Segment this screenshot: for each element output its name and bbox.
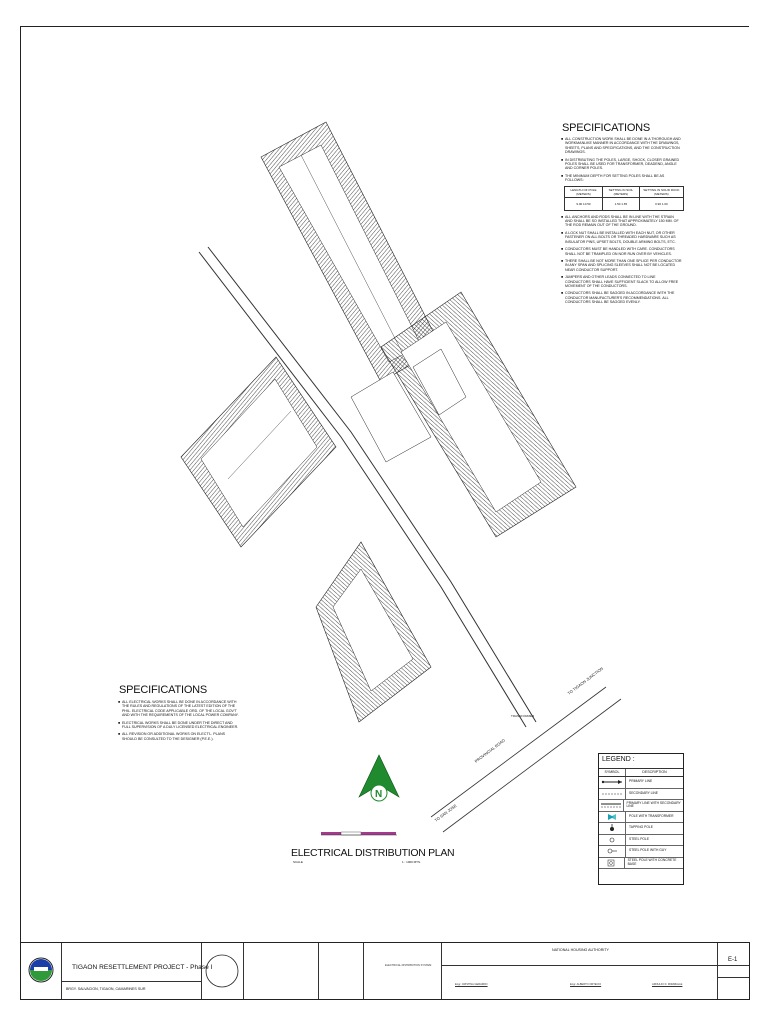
road-labels — [434, 666, 605, 823]
legend-row — [599, 800, 683, 812]
steel-pole-icon — [599, 835, 626, 846]
specification-item: ■ CONDUCTORS SHALL BE SAGGED IN ACCORDANCE WITH THE CONDUCTOR MANUFACTURER'S RECOMMENDATIONS. ALL CONDUCTORS SHALL BE SAGGED EVENLY. — [562, 291, 682, 304]
signatory-2: Engr. ALBERTO ORTECIO — [570, 983, 602, 986]
depth-table-header: LENGTH OF POLE (METERS) — [565, 186, 603, 197]
seal-icon — [201, 943, 243, 999]
steel-pole-base-icon — [599, 858, 625, 869]
divider-agency — [441, 965, 749, 966]
legend-row — [599, 846, 683, 858]
legend-label: SECONDARY LINE — [629, 790, 659, 795]
depth-table-cell: 0.90 1.00 — [639, 197, 683, 210]
sheet-title: ELECTRICAL DISTRIBUTION SYSTEM — [385, 964, 432, 967]
specification-item: ■ ALL REVISION OR ADDITIONAL WORKS ON ELECT'L. PLANS SHOULD BE CONSULTED TO THE DESIGNER (P.E.E.). — [119, 732, 239, 741]
specification-item: ■ THERE SHALL BE NOT MORE THAN ONE SPLICE PER CONDUCTOR IN ANY SPAN AND SPLICING SLEEVES SHALL NOT BE LOCATED NEAR CONDUCTOR SUPPORT. — [562, 259, 682, 272]
divider-sheet — [717, 977, 749, 978]
legend-label: TAPPING POLE — [629, 825, 653, 830]
specification-item: ■ ALL ELECTRICAL WORKS SHALL BE DONE IN ACCORDANCE WITH THE RULES AND REGULATIONS OF THE LATEST EDITION OF THE PHIL. ELECTRICAL CODE APPLICABLE ORD. OF THE LOCAL GOV'T AND WITH THE REQUIREMENTS OF THE LOCAL POWER COMPANY. — [119, 700, 239, 718]
legend-row — [599, 777, 683, 789]
project-name: TIGAON RESETTLEMENT PROJECT - Phase I — [72, 964, 213, 971]
specification-item: ■ ELECTRICAL WORKS SHALL BE DONE UNDER THE DIRECT AND FULL SUPERVISION OF A DULY LICENSED ELECTRICAL ENGINEER. — [119, 721, 239, 730]
transformer-pole-icon — [599, 812, 626, 823]
primary-secondary-line-icon — [599, 800, 624, 811]
legend-label: PRIMARY LINE WITH SECONDARY LINE — [626, 800, 681, 809]
depth-table-cell: 1.50 1.65 — [602, 197, 639, 210]
svg-text:PROVINCIAL ROAD: PROVINCIAL ROAD — [473, 737, 506, 764]
legend-row — [599, 823, 683, 835]
depth-table-header: SETTING IN SOLID ROCK (METERS) — [639, 186, 683, 197]
tapping-pole-icon — [599, 823, 626, 834]
block-south — [316, 542, 431, 722]
north-arrow — [359, 755, 399, 801]
block-west — [181, 357, 336, 547]
legend-row — [599, 835, 683, 847]
legend-label: STEEL POLE WITH CONCRETE BASE — [627, 858, 677, 866]
scale-bar — [321, 832, 397, 835]
specification-item: ■ IN DISTRIBUTING THE POLES, LARGE, SHOCK, CLOSER GRAINED POLES SHALL BE USED FOR TRANSFORMER, DEADEND, ANGLE AND CORNER POLES. — [562, 158, 682, 171]
sheet-number: E-1 — [728, 957, 738, 963]
specification-item: ■ CONDUCTORS MUST BE HANDLED WITH CARE. CONDUCTORS SHALL NOT BE TRAMPLED ON NOR RUN OVER BY VEHICLES. — [562, 247, 682, 256]
legend-header — [599, 768, 683, 777]
approval-cell — [243, 943, 319, 999]
secondary-line-icon — [599, 789, 626, 800]
specifications-title-right: SPECIFICATIONS — [562, 122, 651, 134]
specifications-list-left — [119, 700, 239, 744]
legend-label: STEEL POLE WITH GUY — [629, 848, 667, 853]
legend-rows — [599, 777, 683, 869]
divider-project — [61, 981, 201, 982]
specification-item: ■ THE MINIMUM DEPTH FOR SETTING POLES SHALL BE AS FOLLOWS: — [562, 174, 682, 183]
svg-text:TO SAN JOSE: TO SAN JOSE — [433, 802, 458, 823]
specification-item: ■ JUMPERS AND OTHER LEADS CONNECTED TO LINE CONDUCTORS SHALL HAVE SUFFICIENT SLACK TO ALLOW FREE MOVEMENT OF THE CONDUCTORS. — [562, 275, 682, 288]
legend-label: STEEL POLE — [629, 836, 650, 841]
legend-box — [598, 753, 684, 885]
legend-description-header: DESCRIPTION — [642, 770, 667, 774]
sheet-title-cell — [363, 943, 442, 999]
legend-label: POLE WITH TRANSFORMER — [629, 813, 674, 818]
plan-title: ELECTRICAL DISTRIBUTION PLAN — [291, 847, 455, 859]
logo-cell — [21, 943, 62, 999]
project-address: BRGY. SALVACION, TIGAON, CAMARINES SUR — [66, 987, 146, 991]
nha-logo-icon — [21, 943, 61, 999]
pole-depth-table — [564, 186, 684, 211]
review-cell — [318, 943, 364, 999]
scale-value: 1 : 1000 MTS. — [402, 860, 421, 864]
specification-item: ■ ALL CONSTRUCTION WORK SHALL BE DONE IN A THOROUGH AND WORKMANLIKE MANNER IN ACCORDANCE WITH THE DRAWINGS, SHEETS, PLANS AND SPECIFICATIONS, AND THE CONSTRUCTION DRAWINGS. — [562, 137, 682, 155]
specification-item: ■ ALL ANCHORS AND RODS SHALL BE IN LINE WITH THE STRAIN AND SHALL BE SO INSTALLED THAT APPROXIMATELY 150 MM. OF THE ROD REMAIN OUT OF THE GROUND. — [562, 215, 682, 228]
provincial-road — [431, 687, 621, 832]
legend-row — [599, 858, 683, 870]
legend-title: LEGEND : — [602, 756, 635, 763]
legend-symbol-header: SYMBOL — [599, 769, 626, 776]
title-block — [20, 942, 750, 1000]
svg-text:TRANSFORMER: TRANSFORMER — [511, 714, 535, 718]
stamp-cell — [201, 943, 244, 999]
legend-label: PRIMARY LINE — [629, 779, 653, 784]
specification-item: ■ A LOCK NUT SHALL BE INSTALLED WITH EACH NUT, OR OTHER FASTENER ON ALL BOLTS OR THREADED HARDWARE SUCH AS INSULATOR PINS, UPSET BOLTS, DOUBLE ARMING BOLTS, ETC. — [562, 231, 682, 244]
steel-pole-guy-icon — [599, 846, 626, 857]
svg-text:N: N — [375, 789, 383, 800]
signatory-1: Engr. CRISTINA GERARDO — [455, 983, 488, 986]
signatory-3: ARNULFO F. MIRABALLE — [652, 983, 683, 986]
depth-table-cell: 9.00 10.50 — [565, 197, 603, 210]
specifications-title-left: SPECIFICATIONS — [119, 684, 208, 696]
specifications-list-right — [562, 137, 682, 308]
svg-text:TO TIGAON JUNCTION: TO TIGAON JUNCTION — [566, 665, 605, 696]
legend-row — [599, 812, 683, 824]
scale-label: SCALE — [293, 860, 303, 864]
depth-table-header: SETTING IN SOIL (METERS) — [602, 186, 639, 197]
agency-name: NATIONAL HOUSING AUTHORITY — [552, 948, 609, 952]
legend-row — [599, 789, 683, 801]
primary-line-icon — [599, 777, 626, 788]
